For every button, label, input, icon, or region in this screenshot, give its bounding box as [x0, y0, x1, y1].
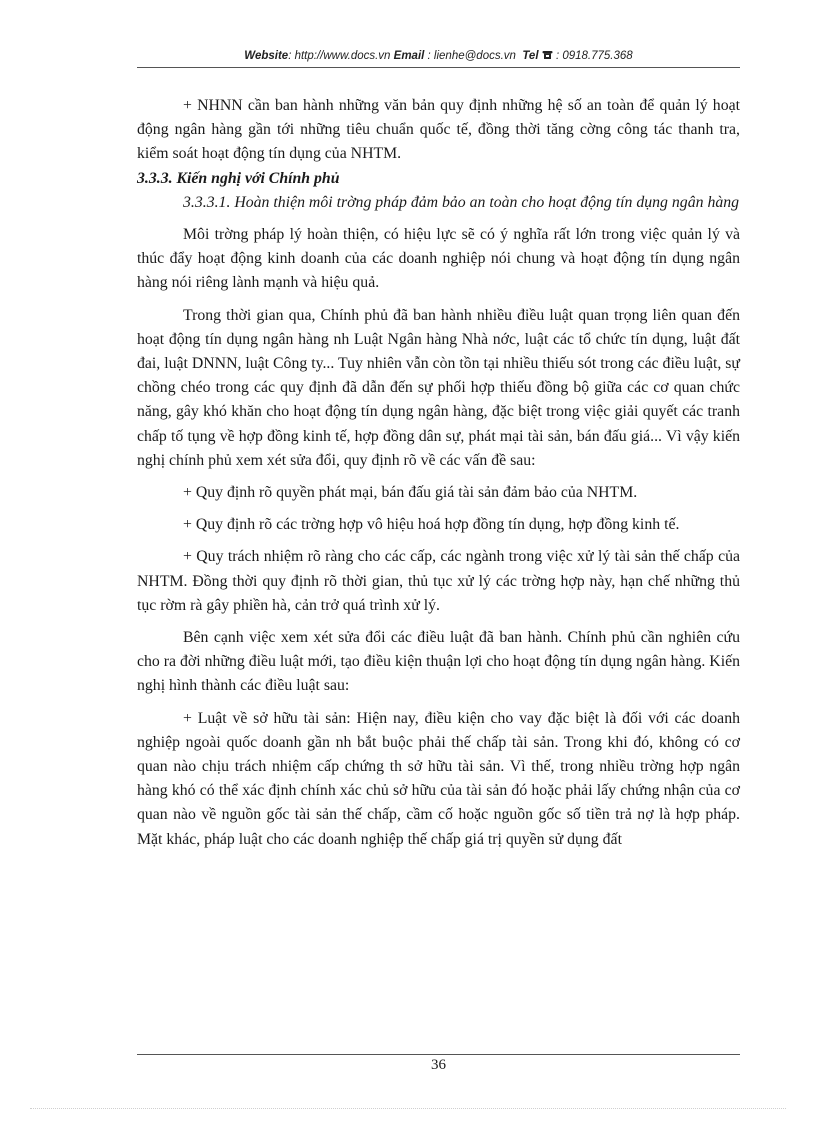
section-heading-3-3-3: 3.3.3. Kiến nghị với Chính phủ — [137, 169, 340, 187]
page-bottom-border — [30, 1108, 786, 1109]
footer-divider — [137, 1054, 740, 1055]
tel-label: Tel — [522, 50, 539, 62]
phone-icon — [542, 50, 556, 62]
paragraph-nhnn-regulations: + NHNN cần ban hành những văn bản quy định những hệ số an toàn để quản lý hoạt động ngân hàng gần tới những tiêu chuẩn quốc tế, đồng thời tăng cờng công tác thanh tra, kiểm soát hoạt động tín dụng của NHTM. — [137, 97, 740, 163]
website-label: Website — [244, 50, 289, 62]
email-value: : lienhe@docs.vn — [424, 50, 516, 62]
paragraph-legal-environment: Môi trờng pháp lý hoàn thiện, có hiệu lực sẽ có ý nghĩa rất lớn trong việc quản lý và thúc đẩy hoạt động kinh doanh của các doanh nghiệp nói chung và hoạt động tín dụng ngân hàng nói riêng lành mạnh và hiệu quả. — [137, 226, 740, 292]
tel-value: : 0918.775.368 — [555, 50, 633, 62]
paragraph-recommendation-2: + Quy định rõ các trờng hợp vô hiệu hoá hợp đồng tín dụng, hợp đồng kinh tế. — [183, 516, 680, 534]
paragraph-government-laws: Trong thời gian qua, Chính phủ đã ban hành nhiều điều luật quan trọng liên quan đến hoạt động tín dụng ngân hàng nh Luật Ngân hàng Nhà nớc, luật các tổ chức tín dụng, luật đất đai, luật DNNN, luật Công ty... Tuy nhiên vẫn còn tồn tại nhiều thiếu sót trong các điều luật, sự chồng chéo trong các quy định đã dẫn đến sự phối hợp thiếu đồng bộ giữa các cơ quan chức năng, gây khó khăn cho hoạt động tín dụng ngân hàng, đặc biệt trong việc giải quyết các tranh chấp tố tụng về hợp đồng kinh tế, hợp đồng dân sự, phát mại tài sản, bán đấu giá... Vì vậy kiến nghị chính phủ xem xét sửa đổi, quy định rõ về các vấn đề sau: — [137, 306, 740, 469]
paragraph-recommendation-3: + Quy trách nhiệm rõ ràng cho các cấp, các ngành trong việc xử lý tài sản thế chấp của NHTM. Đồng thời quy định rõ thời gian, thủ tục xử lý các trờng hợp này, hạn chế những thủ tục rờm rà gây phiền hà, cản trở quá trình xử lý. — [137, 548, 740, 614]
subsection-heading-3-3-3-1: 3.3.3.1. Hoàn thiện môi trờng pháp đảm bảo an toàn cho hoạt động tín dụng ngân hàng — [183, 193, 740, 211]
page-number: 36 — [431, 1057, 446, 1073]
page-header — [137, 47, 740, 68]
website-value: : http://www.docs.vn — [288, 50, 391, 62]
paragraph-recommendation-1: + Quy định rõ quyền phát mại, bán đấu giá tài sản đảm bảo của NHTM. — [183, 484, 638, 502]
paragraph-new-laws: Bên cạnh việc xem xét sửa đổi các điều luật đã ban hành. Chính phủ cần nghiên cứu cho ra đời những điều luật mới, tạo điều kiện thuận lợi cho hoạt động tín dụng ngân hàng. Kiến nghị hình thành các điều luật sau: — [137, 629, 740, 695]
email-label: Email — [393, 50, 425, 62]
document-body — [137, 94, 740, 852]
paragraph-property-law: + Luật về sở hữu tài sản: Hiện nay, điều kiện cho vay đặc biệt là đối với các doanh nghiệp ngoài quốc doanh gần nh bắt buộc phải thế chấp tài sản. Trong khi đó, không có cơ quan nào chịu trách nhiệm cấp chứng th sở hữu tài sản. Vì thế, trong nhiều trờng hợp ngân hàng khó có thể xác định chính xác chủ sở hữu của tài sản đó hoặc phải lấy chứng nhận của cơ quan nào về nguồn gốc tài sản thế chấp, cầm cố hoặc nguồn gốc số tiền trả nợ là hợp pháp. Mặt khác, pháp luật cho các doanh nghiệp thế chấp giá trị quyền sử dụng đất — [137, 709, 740, 848]
